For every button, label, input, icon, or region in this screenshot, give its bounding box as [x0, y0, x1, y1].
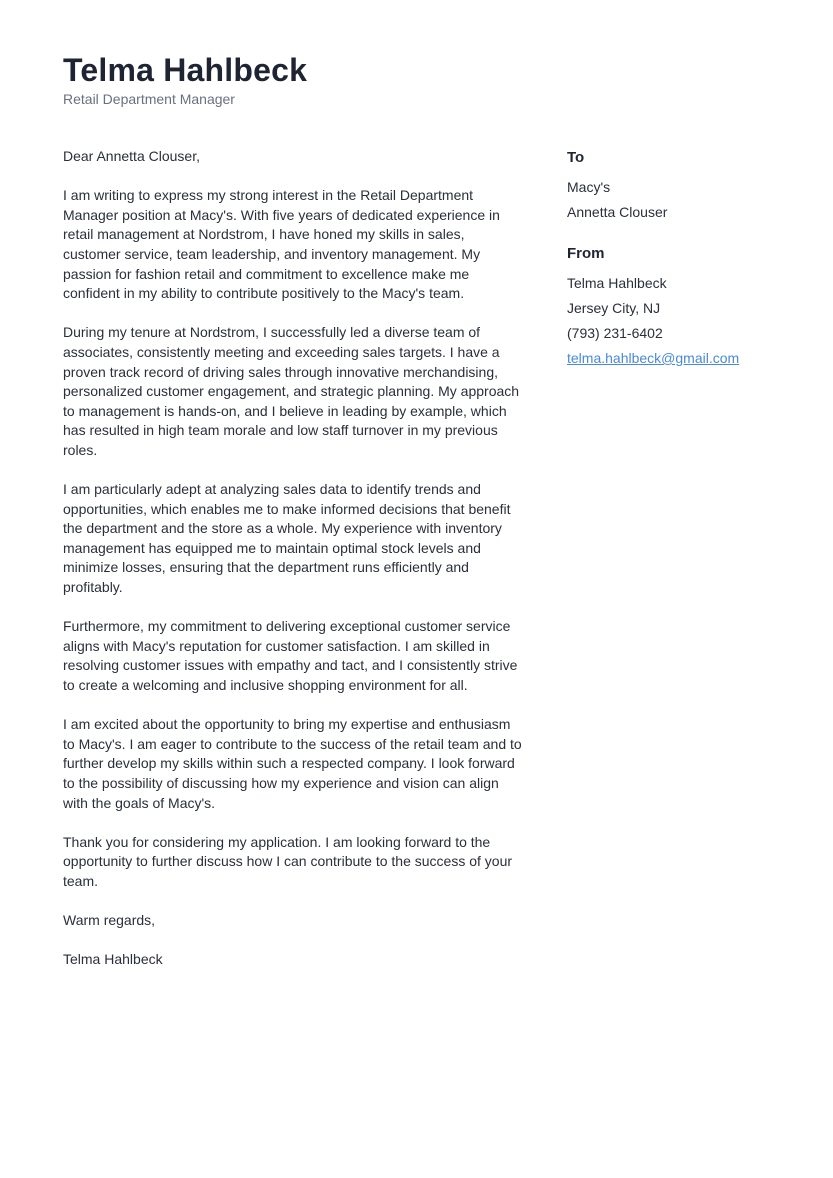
letter-paragraph: During my tenure at Nordstrom, I successfully led a diverse team of associates, consistently meeting and exceeding sales targets. I have a proven track record of driving sales through innovative merchandising, personalized customer engagement, and strategic planning. My approach to management is hands-on, and I believe in leading by example, which has resulted in high team morale and low staff turnover in my previous roles.: [63, 324, 520, 458]
to-section: [567, 147, 797, 225]
to-heading: To: [567, 149, 585, 166]
from-section: [567, 243, 797, 371]
email-link[interactable]: telma.hahlbeck@gmail.com: [567, 350, 740, 366]
from-location: Jersey City, NJ: [567, 300, 661, 316]
letter-paragraph: Thank you for considering my application. I am looking forward to the opportunity to further discuss how I can contribute to the success of your team.: [63, 833, 513, 889]
letter-body: [63, 147, 525, 990]
letter-paragraph: I am excited about the opportunity to bring my expertise and enthusiasm to Macy's. I am eager to contribute to the success of the retail team and to further develop my skills within such a respected company. I look forward to the possibility of discussing how my experience and vision can align with the goals of Macy's.: [63, 716, 522, 811]
letter-greeting: Dear Annetta Clouser,: [63, 148, 200, 164]
to-recipient: Annetta Clouser: [567, 204, 668, 220]
letter-closing: Warm regards,: [63, 912, 156, 929]
to-company: Macy's: [567, 179, 611, 195]
letter-paragraph: Furthermore, my commitment to delivering exceptional customer service aligns with Macy's reputation for customer satisfaction. I am skilled in resolving customer issues with empathy and tact, and I consistently strive to create a welcoming and inclusive shopping environment for all.: [63, 618, 518, 694]
applicant-name: Telma Hahlbeck: [63, 52, 308, 88]
from-phone: (793) 231-6402: [567, 325, 663, 341]
letter-paragraph: I am particularly adept at analyzing sales data to identify trends and opportunities, which enables me to make informed decisions that benefit the department and the store as a whole. My experience with inventory management has equipped me to maintain optimal stock levels and minimize losses, ensuring that the department runs efficiently and profitably.: [63, 481, 511, 596]
from-heading: From: [567, 245, 605, 262]
job-title: Retail Department Manager: [63, 91, 235, 107]
letter-signature: Telma Hahlbeck: [63, 951, 163, 968]
letter-paragraph: I am writing to express my strong interest in the Retail Department Manager position at Macy's. With five years of dedicated experience in retail management at Nordstrom, I have honed my skills in sales, customer service, team leadership, and inventory management. My passion for fashion retail and commitment to excellence make me confident in my ability to contribute positively to the Macy's team.: [63, 187, 500, 302]
from-name: Telma Hahlbeck: [567, 275, 667, 291]
from-email-line: [567, 346, 797, 371]
sidebar: [567, 147, 797, 389]
header: [63, 50, 307, 108]
